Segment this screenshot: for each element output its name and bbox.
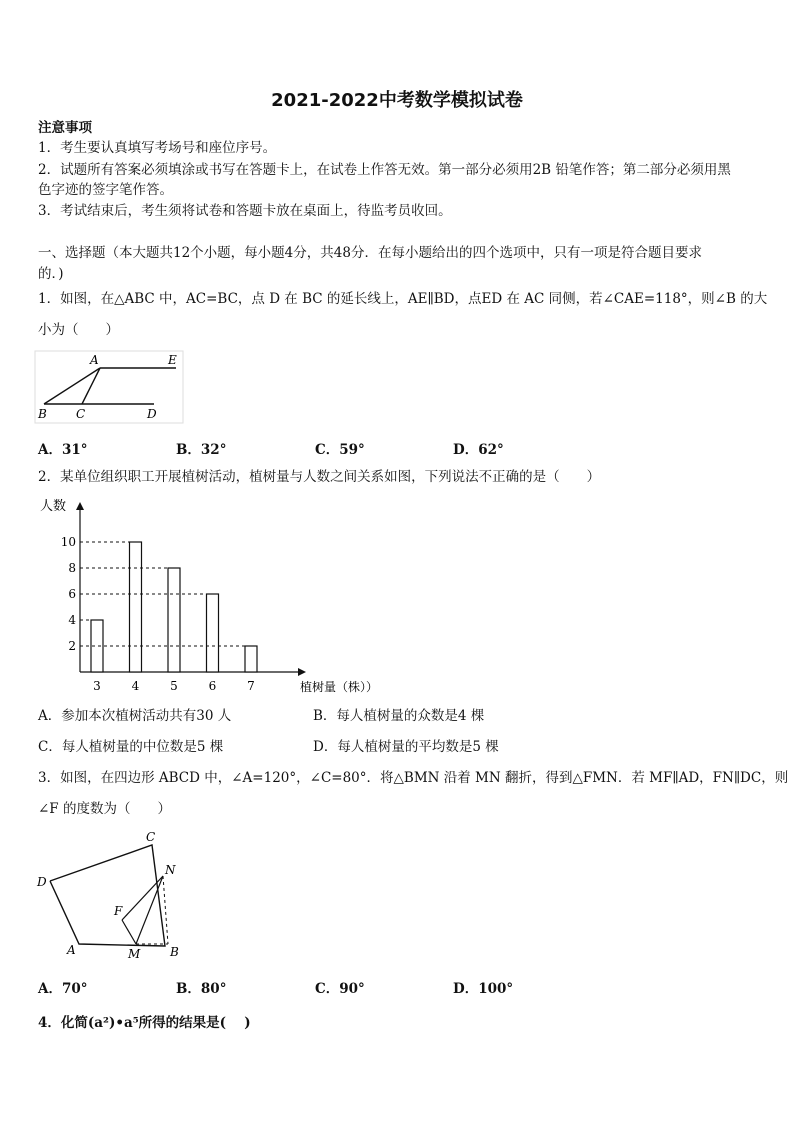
label-F: F [114, 904, 123, 918]
label-A: A [90, 353, 99, 367]
q2-option-c[interactable]: C．每人植树量的中位数是5 棵 [38, 739, 224, 755]
q4-text: 4．化简(a²)•a⁵所得的结果是( ) [38, 1015, 251, 1031]
q1-figure [34, 350, 184, 424]
label-M: M [128, 947, 141, 961]
x-tick-label: 7 [247, 679, 255, 693]
x-tick-label: 3 [93, 679, 101, 693]
q2-option-d[interactable]: D．每人植树量的平均数是5 棵 [313, 739, 499, 755]
q3-option-c[interactable]: C．90° [315, 981, 365, 997]
q3-option-d[interactable]: D．100° [453, 981, 514, 997]
bar [207, 594, 219, 672]
page-title: 2021-2022中考数学模拟试卷 [271, 90, 523, 111]
q1-option-d[interactable]: D．62° [453, 442, 504, 458]
x-tick-label: 5 [170, 679, 178, 693]
q1-option-b[interactable]: B．32° [176, 442, 227, 458]
x-tick-label: 4 [131, 679, 140, 693]
q1-text-cont: 小为（ ） [38, 322, 119, 338]
q3-text-cont: ∠F 的度数为（ ） [38, 801, 171, 817]
q3-option-a[interactable]: A．70° [38, 981, 88, 997]
section-heading-cont: 的．) [38, 266, 64, 282]
label-A: A [67, 943, 76, 957]
chart-xlabel: 植树量（株）） [300, 680, 379, 694]
x-tick-label: 6 [208, 679, 217, 693]
y-tick-label: 6 [68, 587, 76, 601]
bar [168, 568, 180, 672]
label-E: E [168, 353, 177, 367]
label-N: N [165, 863, 176, 877]
q1-option-c[interactable]: C．59° [315, 442, 365, 458]
y-tick-label: 8 [68, 561, 76, 575]
q3-option-b[interactable]: B．80° [176, 981, 227, 997]
note-item: 色字迹的签字笔作答。 [38, 182, 173, 198]
bar [130, 542, 142, 672]
y-tick-label: 4 [68, 613, 76, 627]
notes-heading: 注意事项 [38, 120, 92, 136]
label-C: C [76, 407, 86, 421]
label-B: B [38, 407, 47, 421]
label-B: B [170, 945, 179, 959]
note-item: 3．考试结束后，考生须将试卷和答题卡放在桌面上，待监考员收回。 [38, 203, 452, 219]
label-D: D [147, 407, 157, 421]
y-tick-label: 2 [68, 639, 76, 653]
x-axis-arrow [298, 668, 306, 676]
label-C: C [146, 830, 156, 844]
q1-text: 1．如图，在△ABC 中，AC=BC，点 D 在 BC 的延长线上，AE∥BD，点ED 在 AC 同侧，若∠CAE=118°，则∠B 的大 [38, 291, 768, 307]
label-D: D [37, 875, 47, 889]
q1-option-a[interactable]: A．31° [38, 442, 88, 458]
chart-ylabel: 人数 [40, 499, 67, 514]
q2-option-a[interactable]: A．参加本次植树活动共有30 人 [38, 708, 232, 724]
q3-text: 3．如图，在四边形 ABCD 中，∠A=120°，∠C=80°．将△BMN 沿着 MN 翻折，得到△FMN．若 MF∥AD，FN∥DC，则 [38, 770, 789, 786]
bar [245, 646, 257, 672]
note-item: 2．试题所有答案必须填涂或书写在答题卡上，在试卷上作答无效。第一部分必须用2B 铅笔作答；第二部分必须用黑 [38, 162, 731, 178]
y-axis-arrow [76, 502, 84, 510]
y-tick-label: 10 [60, 535, 76, 549]
q3-figure [34, 826, 194, 964]
q2-option-b[interactable]: B．每人植树量的众数是4 棵 [313, 708, 485, 724]
section-heading: 一、选择题（本大题共12个小题，每小题4分，共48分．在每小题给出的四个选项中，只有一项是符合题目要求 [38, 245, 702, 261]
note-item: 1．考生要认真填写考场号和座位序号。 [38, 140, 277, 156]
q2-bar-chart [34, 490, 404, 702]
q2-text: 2．某单位组织职工开展植树活动，植树量与人数之间关系如图，下列说法不正确的是（ ） [38, 469, 601, 485]
